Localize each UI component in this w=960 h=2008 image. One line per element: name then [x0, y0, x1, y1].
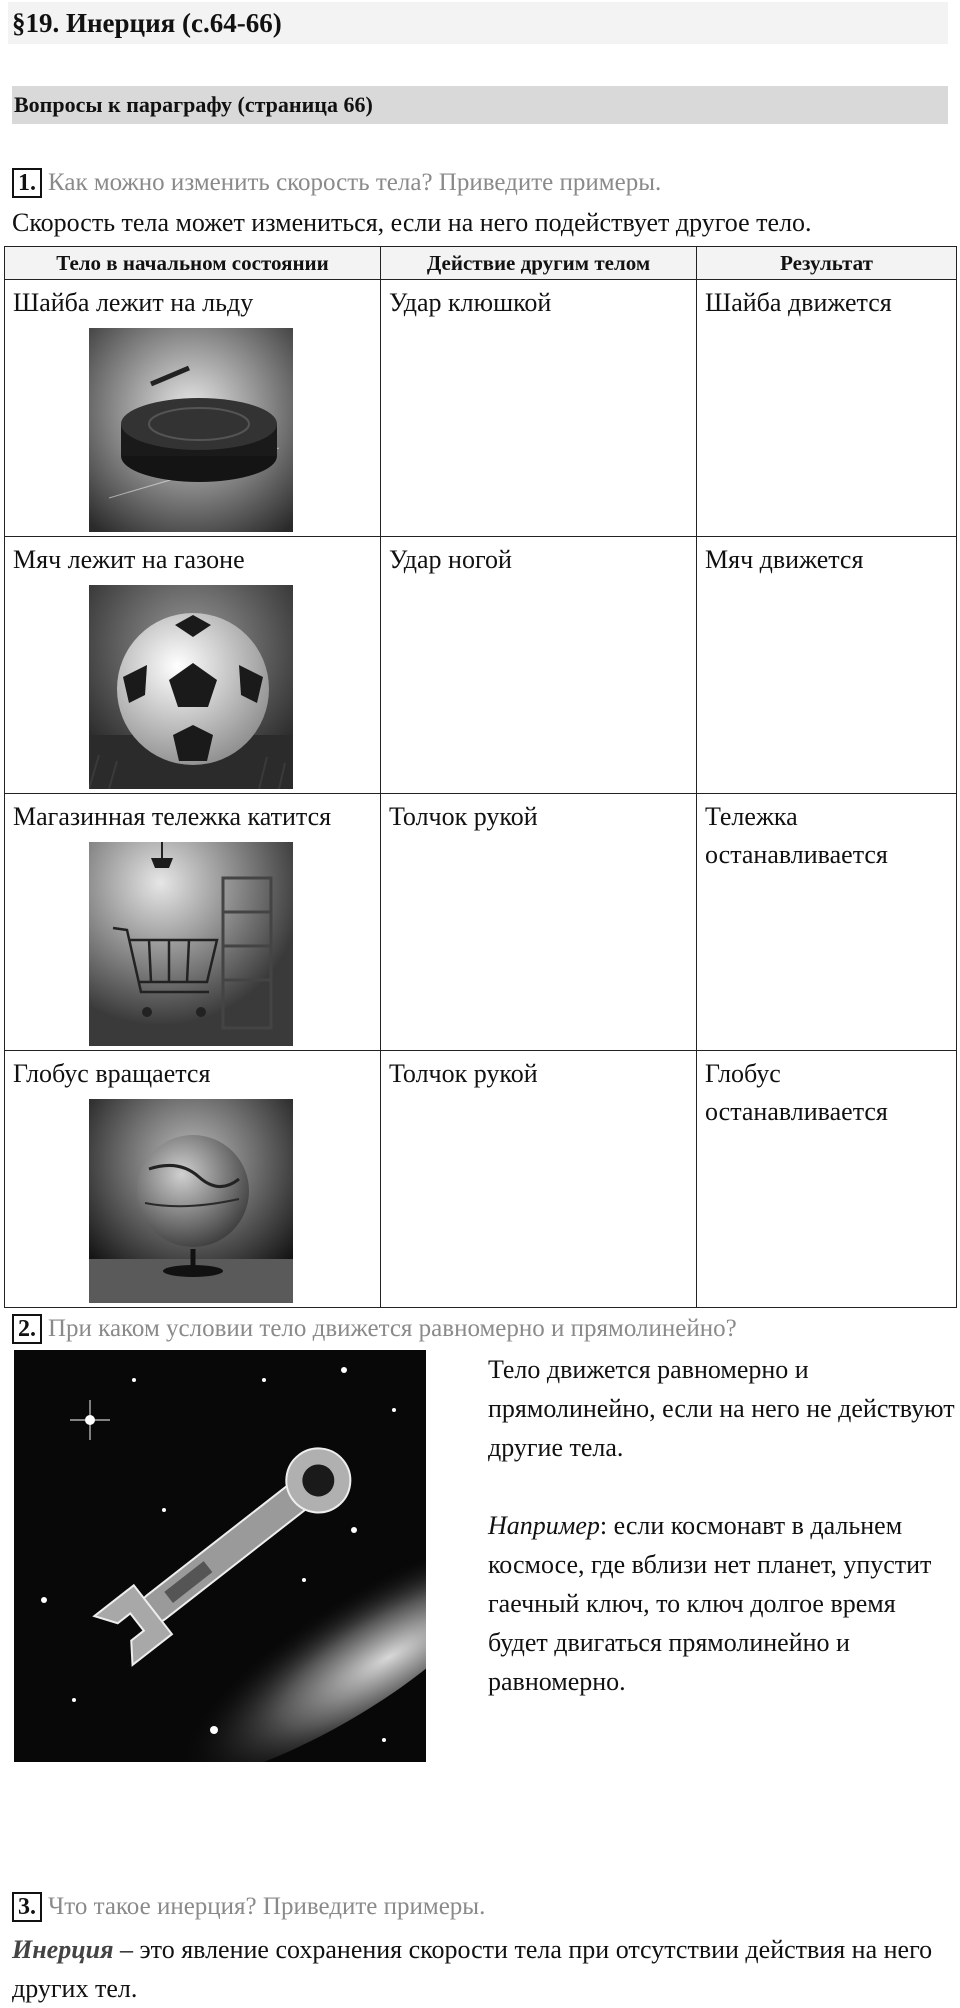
question-number: 3. [12, 1892, 42, 1922]
question-number: 2. [12, 1314, 42, 1344]
cell-text: Магазинная тележка катится [13, 802, 332, 831]
question-text: Что такое инерция? Приведите примеры. [48, 1893, 486, 1920]
answer-1: Скорость тела может измениться, если на него подействует другое тело. [12, 208, 812, 237]
soccer-ball-photo [89, 585, 293, 789]
table-row [5, 1051, 957, 1308]
question-number: 1. [12, 168, 42, 198]
table-header-row [5, 247, 957, 280]
cell-initial [5, 280, 381, 537]
answer-3 [12, 1930, 952, 2008]
term: Инерция [12, 1935, 114, 1964]
cell-action: Толчок рукой [381, 1051, 697, 1308]
section-heading: Вопросы к параграфу (страница 66) [12, 86, 948, 124]
cell-text: Шайба лежит на льду [13, 288, 254, 317]
answer-2-example [488, 1506, 958, 1701]
header-action: Действие другим телом [381, 247, 697, 280]
example-text: : если космонавт в дальнем космосе, где вблизи нет планет, упустит гаечный ключ, то ключ долгое время будет двигаться прямолинейно и равномерно. [488, 1511, 932, 1696]
cell-text: Мяч лежит на газоне [13, 545, 245, 574]
page-title: §19. Инерция (с.64-66) [8, 2, 948, 44]
table-row [5, 280, 957, 537]
question-text: При каком условии тело движется равномерно и прямолинейно? [48, 1315, 737, 1342]
definition: – это явление сохранения скорости тела при отсутствии действия на него других тел. [12, 1935, 933, 2003]
cell-initial [5, 1051, 381, 1308]
globe-photo [89, 1099, 293, 1303]
header-result: Результат [697, 247, 957, 280]
examples-table [4, 246, 957, 1308]
cell-action: Удар ногой [381, 537, 697, 794]
cell-initial [5, 537, 381, 794]
wrench-in-space-photo [14, 1350, 426, 1762]
question-1 [12, 168, 661, 198]
example-label: Например [488, 1511, 600, 1540]
cell-text: Глобус вращается [13, 1059, 211, 1088]
cell-action: Удар клюшкой [381, 280, 697, 537]
cell-result: Шайба движется [697, 280, 957, 537]
answer-2-text: Тело движется равномерно и прямолинейно, если на него не действуют другие тела. [488, 1355, 955, 1462]
answer-2 [488, 1350, 958, 1740]
question-2 [12, 1314, 737, 1344]
cell-result: Глобус останавливается [697, 1051, 957, 1308]
header-initial: Тело в начальном состоянии [5, 247, 381, 280]
table-row [5, 794, 957, 1051]
cell-action: Толчок рукой [381, 794, 697, 1051]
question-3 [12, 1892, 485, 1922]
table-row [5, 537, 957, 794]
shopping-cart-photo [89, 842, 293, 1046]
question-text: Как можно изменить скорость тела? Приведите примеры. [48, 169, 662, 196]
hockey-puck-photo [89, 328, 293, 532]
cell-initial [5, 794, 381, 1051]
cell-result: Мяч движется [697, 537, 957, 794]
cell-result: Тележка останавливается [697, 794, 957, 1051]
